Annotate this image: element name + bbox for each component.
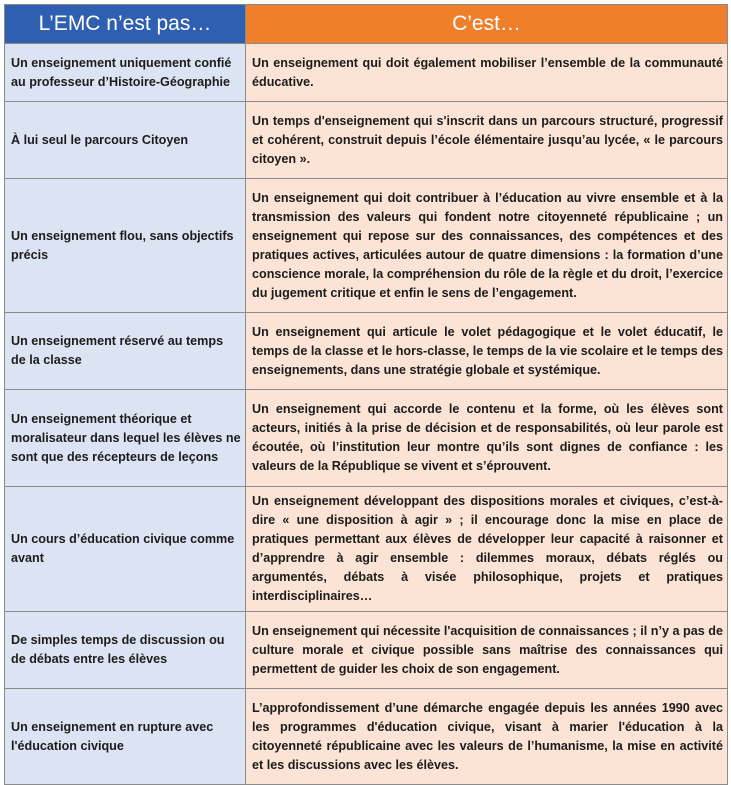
row-not-cell: Un enseignement en rupture avec l'éducation civique: [5, 689, 246, 785]
emc-comparison-table: [4, 4, 728, 785]
table-row: [5, 313, 728, 390]
header-is: C’est…: [246, 5, 728, 44]
emc-comparison-table-wrapper: [4, 4, 727, 785]
table-header-row: [5, 5, 728, 44]
row-not-cell: Un enseignement uniquement confié au professeur d’Histoire-Géographie: [5, 44, 246, 102]
table-row: [5, 612, 728, 689]
table-row: [5, 102, 728, 179]
table-row: [5, 44, 728, 102]
row-not-cell: À lui seul le parcours Citoyen: [5, 102, 246, 179]
row-is-cell: Un enseignement qui doit contribuer à l’éducation au vivre ensemble et à la transmission des valeurs qui fondent notre citoyenneté républicaine ; un enseignement qui repose sur des connaissances, des compétences et des pratiques actives, articulées autour de quatre dimensions : la formation d’une conscience morale, la compréhension du rôle de la règle et du droit, l’exercice du jugement critique et enfin le sens de l’engagement.: [246, 179, 728, 313]
row-is-cell: Un enseignement qui nécessite l'acquisition de connaissances ; il n’y a pas de culture morale et civique possible sans maîtrise des connaissances qui permettent de guider les choix de son engagement.: [246, 612, 728, 689]
row-is-cell: Un enseignement qui articule le volet pédagogique et le volet éducatif, le temps de la classe et le hors-classe, le temps de la vie scolaire et le temps des enseignements, dans une stratégie globale et systémique.: [246, 313, 728, 390]
row-not-cell: Un enseignement flou, sans objectifs précis: [5, 179, 246, 313]
row-is-cell: Un temps d'enseignement qui s'inscrit dans un parcours structuré, progressif et cohérent, construit depuis l’école élémentaire jusqu’au lycée, « le parcours citoyen ».: [246, 102, 728, 179]
table-row: [5, 487, 728, 612]
table-row: [5, 179, 728, 313]
row-not-cell: Un enseignement théorique et moralisateur dans lequel les élèves ne sont que des récepteurs de leçons: [5, 390, 246, 487]
row-is-cell: Un enseignement qui accorde le contenu et la forme, où les élèves sont acteurs, initiés à la prise de décision et de responsabilités, où leur parole est écoutée, où l’institution leur montre qu’ils sont dignes de confiance : les valeurs de la République se vivent et s’éprouvent.: [246, 390, 728, 487]
table-row: [5, 390, 728, 487]
header-not: L’EMC n’est pas…: [5, 5, 246, 44]
row-is-cell: L’approfondissement d’une démarche engagée depuis les années 1990 avec les programmes d'éducation civique, visant à marier l'éducation à la citoyenneté républicaine avec les valeurs de l’humanisme, la mise en activité et les discussions avec les élèves.: [246, 689, 728, 785]
row-not-cell: De simples temps de discussion ou de débats entre les élèves: [5, 612, 246, 689]
row-is-cell: Un enseignement qui doit également mobiliser l’ensemble de la communauté éducative.: [246, 44, 728, 102]
row-not-cell: Un enseignement réservé au temps de la classe: [5, 313, 246, 390]
row-not-cell: Un cours d’éducation civique comme avant: [5, 487, 246, 612]
table-row: [5, 689, 728, 785]
row-is-cell: Un enseignement développant des dispositions morales et civiques, c’est-à-dire « une disposition à agir » ; il encourage donc la mise en place de pratiques permettant aux élèves de développer leur capacité à raisonner et d’apprendre à agir ensemble : dilemmes moraux, débats réglés ou argumentés, débats à visée philosophique, projets et pratiques interdisciplinaires…: [246, 487, 728, 612]
